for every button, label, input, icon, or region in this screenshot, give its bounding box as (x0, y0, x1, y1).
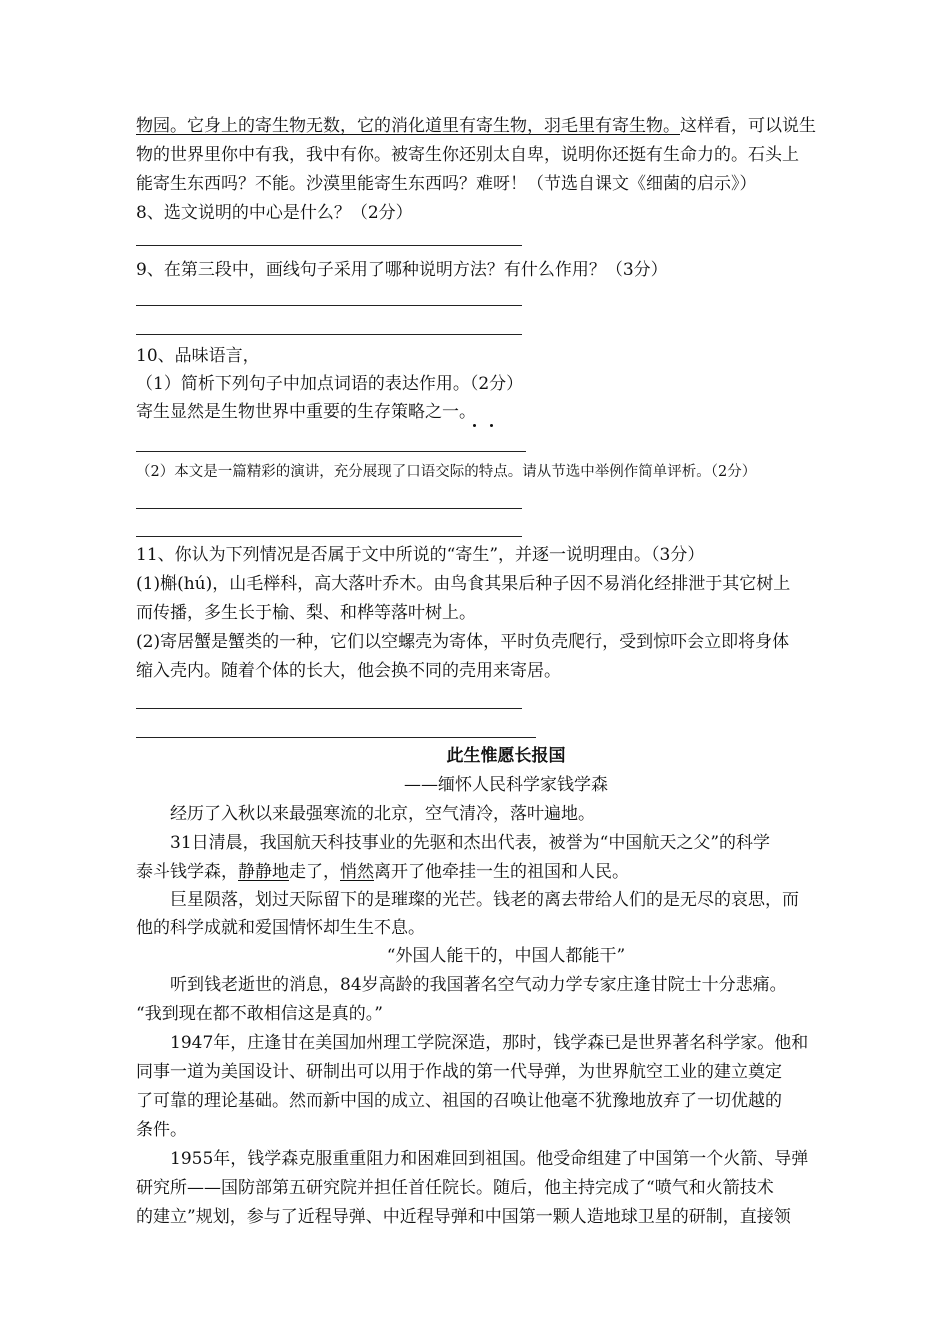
article-paragraph-3-line-2: 他的科学成就和爱国情怀却生生不息。 (136, 918, 425, 938)
article-paragraph-6-line-3: 的建立”规划，参与了近程导弹、中近程导弹和中国第一颗人造地球卫星的研制，直接领 (136, 1207, 791, 1227)
passage-line-3: 能寄生东西吗？不能。沙漠里能寄生东西吗？难呀！（节选自课文《细菌的启示》） (136, 174, 757, 194)
question-11-2-line-1: (2)寄居蟹是蟹类的一种，它们以空螺壳为寄体，平时负壳爬行，受到惊吓会立即将身体 (136, 632, 790, 652)
answer-line-q11-2[interactable] (136, 737, 536, 738)
answer-line-q10-1[interactable] (136, 451, 526, 452)
question-11-2-line-2: 缩入壳内。随着个体的长大，他会换不同的壳用来寄居。 (136, 661, 561, 681)
emphasis-dot (490, 424, 493, 427)
question-10-2: （2）本文是一篇精彩的演讲，充分展现了口语交际的特点。请从节选中举例作简单评析。（2分） (136, 464, 757, 480)
article-paragraph-5-line-3: 了可靠的理论基础。然而新中国的成立、祖国的召唤让他毫不犹豫地放弃了一切优越的 (136, 1091, 782, 1111)
article-title: 此生惟愿长报国 (446, 746, 566, 766)
question-10-1: （1）简析下列句子中加点词语的表达作用。（2分） (136, 374, 524, 394)
answer-line-q10-2-2[interactable] (136, 536, 522, 537)
emphasis-dot (473, 424, 476, 427)
article-paragraph-2-line-1: 31日清晨，我国航天科技事业的先驱和杰出代表，被誉为“中国航天之父”的科学 (170, 833, 771, 853)
answer-line-q10-2-1[interactable] (136, 508, 522, 509)
text-segment: 离开了他牵挂一生的祖国和人民。 (374, 862, 629, 882)
article-paragraph-5-line-1: 1947年，庄逢甘在美国加州理工学院深造，那时，钱学森已是世界著名科学家。他和 (170, 1033, 809, 1053)
article-paragraph-1: 经历了入秋以来最强寒流的北京，空气清冷，落叶遍地。 (170, 804, 595, 824)
article-paragraph-6-line-1: 1955年，钱学森克服重重阻力和困难回到祖国。他受命组建了中国第一个火箭、导弹 (170, 1149, 809, 1169)
article-paragraph-6-line-2: 研究所——国防部第五研究院并担任首任院长。随后，他主持完成了“喷气和火箭技术 (136, 1178, 774, 1198)
section-heading: “外国人能干的，中国人都能干” (386, 946, 626, 966)
question-8: 8、选文说明的中心是什么？（2分） (136, 203, 413, 223)
answer-line-q9-1[interactable] (136, 305, 522, 306)
question-11-1-line-1: (1)槲(hú)，山毛榉科，高大落叶乔木。由鸟食其果后种子因不易消化经排泄于其它树上 (136, 574, 791, 594)
question-11-1-line-2: 而传播，多生长于榆、梨、和桦等落叶树上。 (136, 603, 476, 623)
answer-line-q11-1[interactable] (136, 708, 522, 709)
text-segment: 泰斗钱学森， (136, 862, 238, 882)
question-11: 11、你认为下列情况是否属于文中所说的“寄生”，并逐一说明理由。（3分） (136, 545, 705, 565)
answer-line-q9-2[interactable] (136, 334, 522, 335)
underlined-word-2: 悄然 (340, 862, 374, 882)
article-paragraph-5-line-2: 同事一道为美国设计、研制出可以用于作战的第一代导弹，为世界航空工业的建立奠定 (136, 1062, 782, 1082)
passage-line-1 (136, 114, 876, 138)
text-segment: 走了， (289, 862, 340, 882)
article-paragraph-4-line-1: 听到钱老逝世的消息，84岁高龄的我国著名空气动力学专家庄逢甘院士十分悲痛。 (170, 975, 787, 995)
question-10-1-sentence: 寄生显然是生物世界中重要的生存策略之一。 (136, 402, 476, 422)
question-9: 9、在第三段中，画线句子采用了哪种说明方法？有什么作用？（3分） (136, 260, 668, 280)
underlined-word-1: 静静地 (238, 862, 289, 882)
article-paragraph-3-line-1: 巨星陨落，划过天际留下的是璀璨的光芒。钱老的离去带给人们的是无尽的哀思，而 (170, 890, 799, 910)
question-10: 10、品味语言， (136, 346, 260, 366)
article-subtitle: ——缅怀人民科学家钱学森 (404, 775, 608, 795)
underlined-sentence: 物园。它身上的寄生物无数，它的消化道里有寄生物，羽毛里有寄生物。 (136, 116, 680, 136)
article-paragraph-5-line-4: 条件。 (136, 1120, 187, 1140)
article-paragraph-4-line-2: “我到现在都不敢相信这是真的。” (136, 1004, 383, 1024)
passage-line-2: 物的世界里你中有我，我中有你。被寄生你还别太自卑，说明你还挺有生命力的。石头上 (136, 145, 799, 165)
answer-line-q8[interactable] (136, 245, 522, 246)
article-paragraph-2-line-2 (136, 860, 876, 884)
passage-line-1-rest: 这样看，可以说生 (680, 116, 816, 136)
